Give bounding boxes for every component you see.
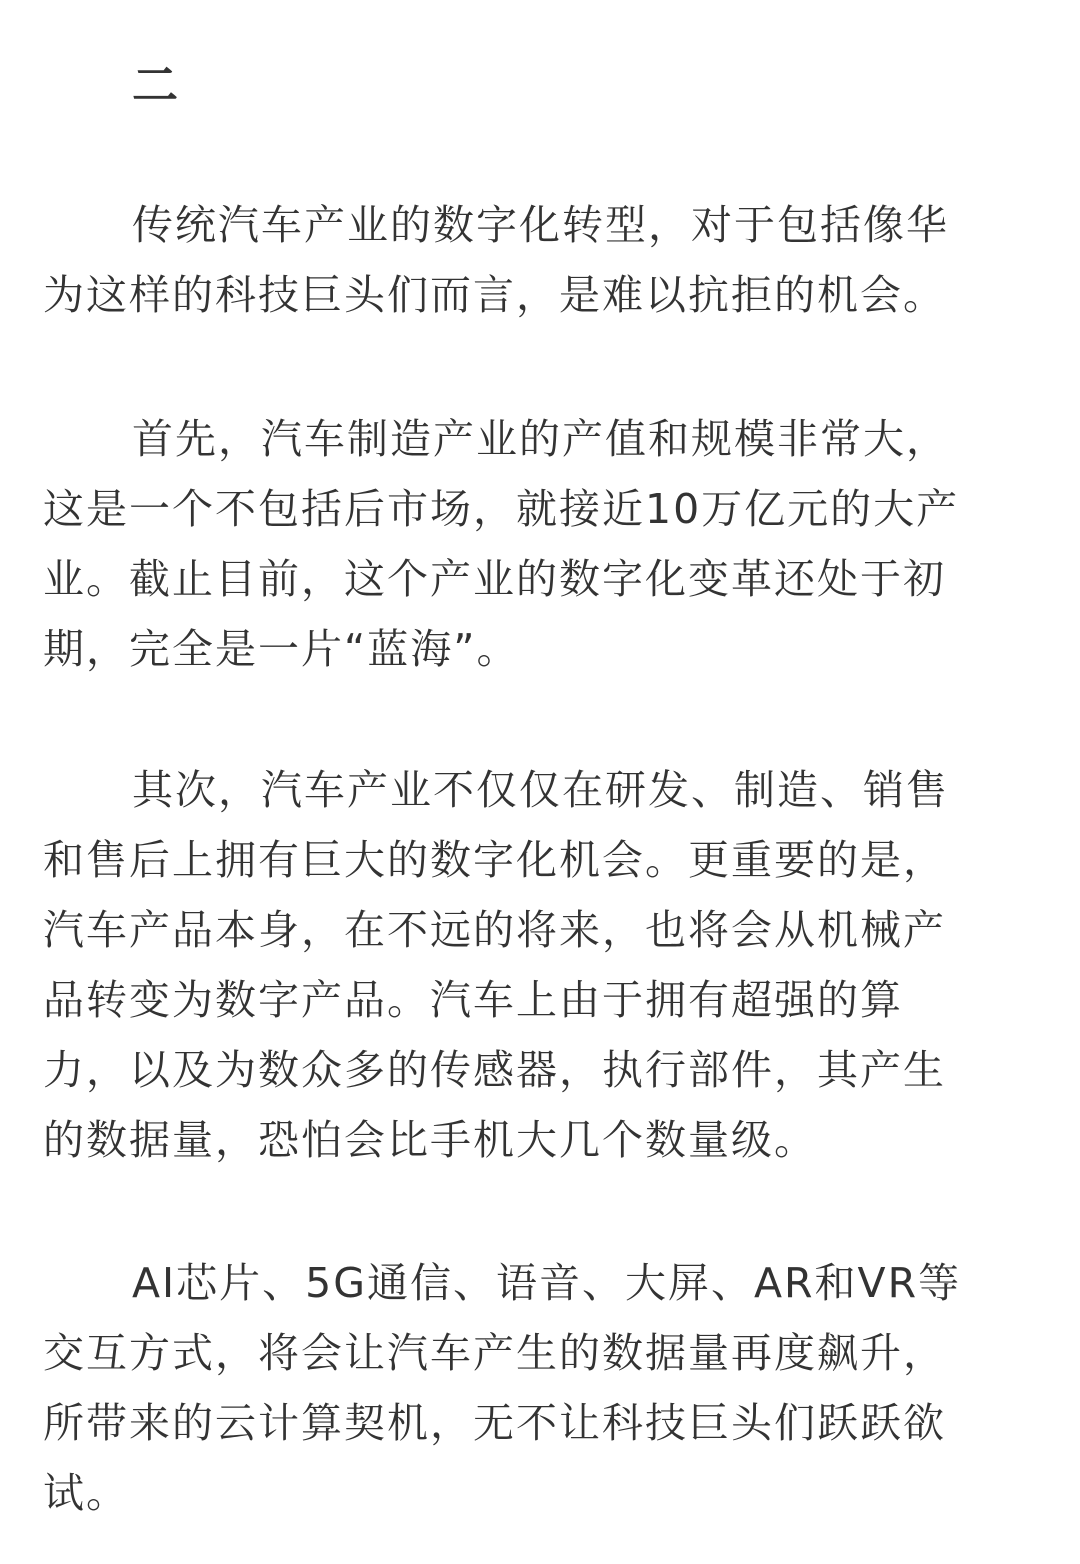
paragraph-4 bbox=[43, 1248, 1037, 1528]
paragraph-line: 和售后上拥有巨大的数字化机会。更重要的是， bbox=[43, 836, 946, 884]
paragraph-line: 首先，汽车制造产业的产值和规模非常大， bbox=[132, 415, 949, 463]
paragraph-line: 力，以及为数众多的传感器，执行部件，其产生 bbox=[43, 1046, 946, 1094]
paragraph-line: 所带来的云计算契机，无不让科技巨头们跃跃欲 bbox=[43, 1399, 946, 1447]
paragraph-line: 传统汽车产业的数字化转型，对于包括像华 bbox=[132, 201, 949, 249]
paragraph-1 bbox=[43, 190, 1037, 330]
section-number-heading: 二 bbox=[132, 58, 178, 112]
paragraph-line: 交互方式，将会让汽车产生的数据量再度飙升， bbox=[43, 1329, 946, 1377]
paragraph-line: 业。截止目前，这个产业的数字化变革还处于初 bbox=[43, 555, 946, 603]
paragraph-2 bbox=[43, 404, 1037, 684]
paragraph-line: 为这样的科技巨头们而言，是难以抗拒的机会。 bbox=[43, 271, 946, 319]
paragraph-line: 品转变为数字产品。汽车上由于拥有超强的算 bbox=[43, 976, 903, 1024]
paragraph-line: 期，完全是一片“蓝海”。 bbox=[43, 625, 520, 673]
paragraph-3 bbox=[43, 755, 1037, 1175]
paragraph-line: 试。 bbox=[43, 1469, 129, 1517]
paragraph-line: 汽车产品本身，在不远的将来，也将会从机械产 bbox=[43, 906, 946, 954]
paragraph-line: AI芯片、5G通信、语音、大屏、AR和VR等 bbox=[132, 1259, 962, 1307]
paragraph-line: 其次，汽车产业不仅仅在研发、制造、销售 bbox=[132, 766, 949, 814]
paragraph-line: 的数据量，恐怕会比手机大几个数量级。 bbox=[43, 1116, 817, 1164]
paragraph-line: 这是一个不包括后市场，就接近10万亿元的大产 bbox=[43, 485, 960, 533]
